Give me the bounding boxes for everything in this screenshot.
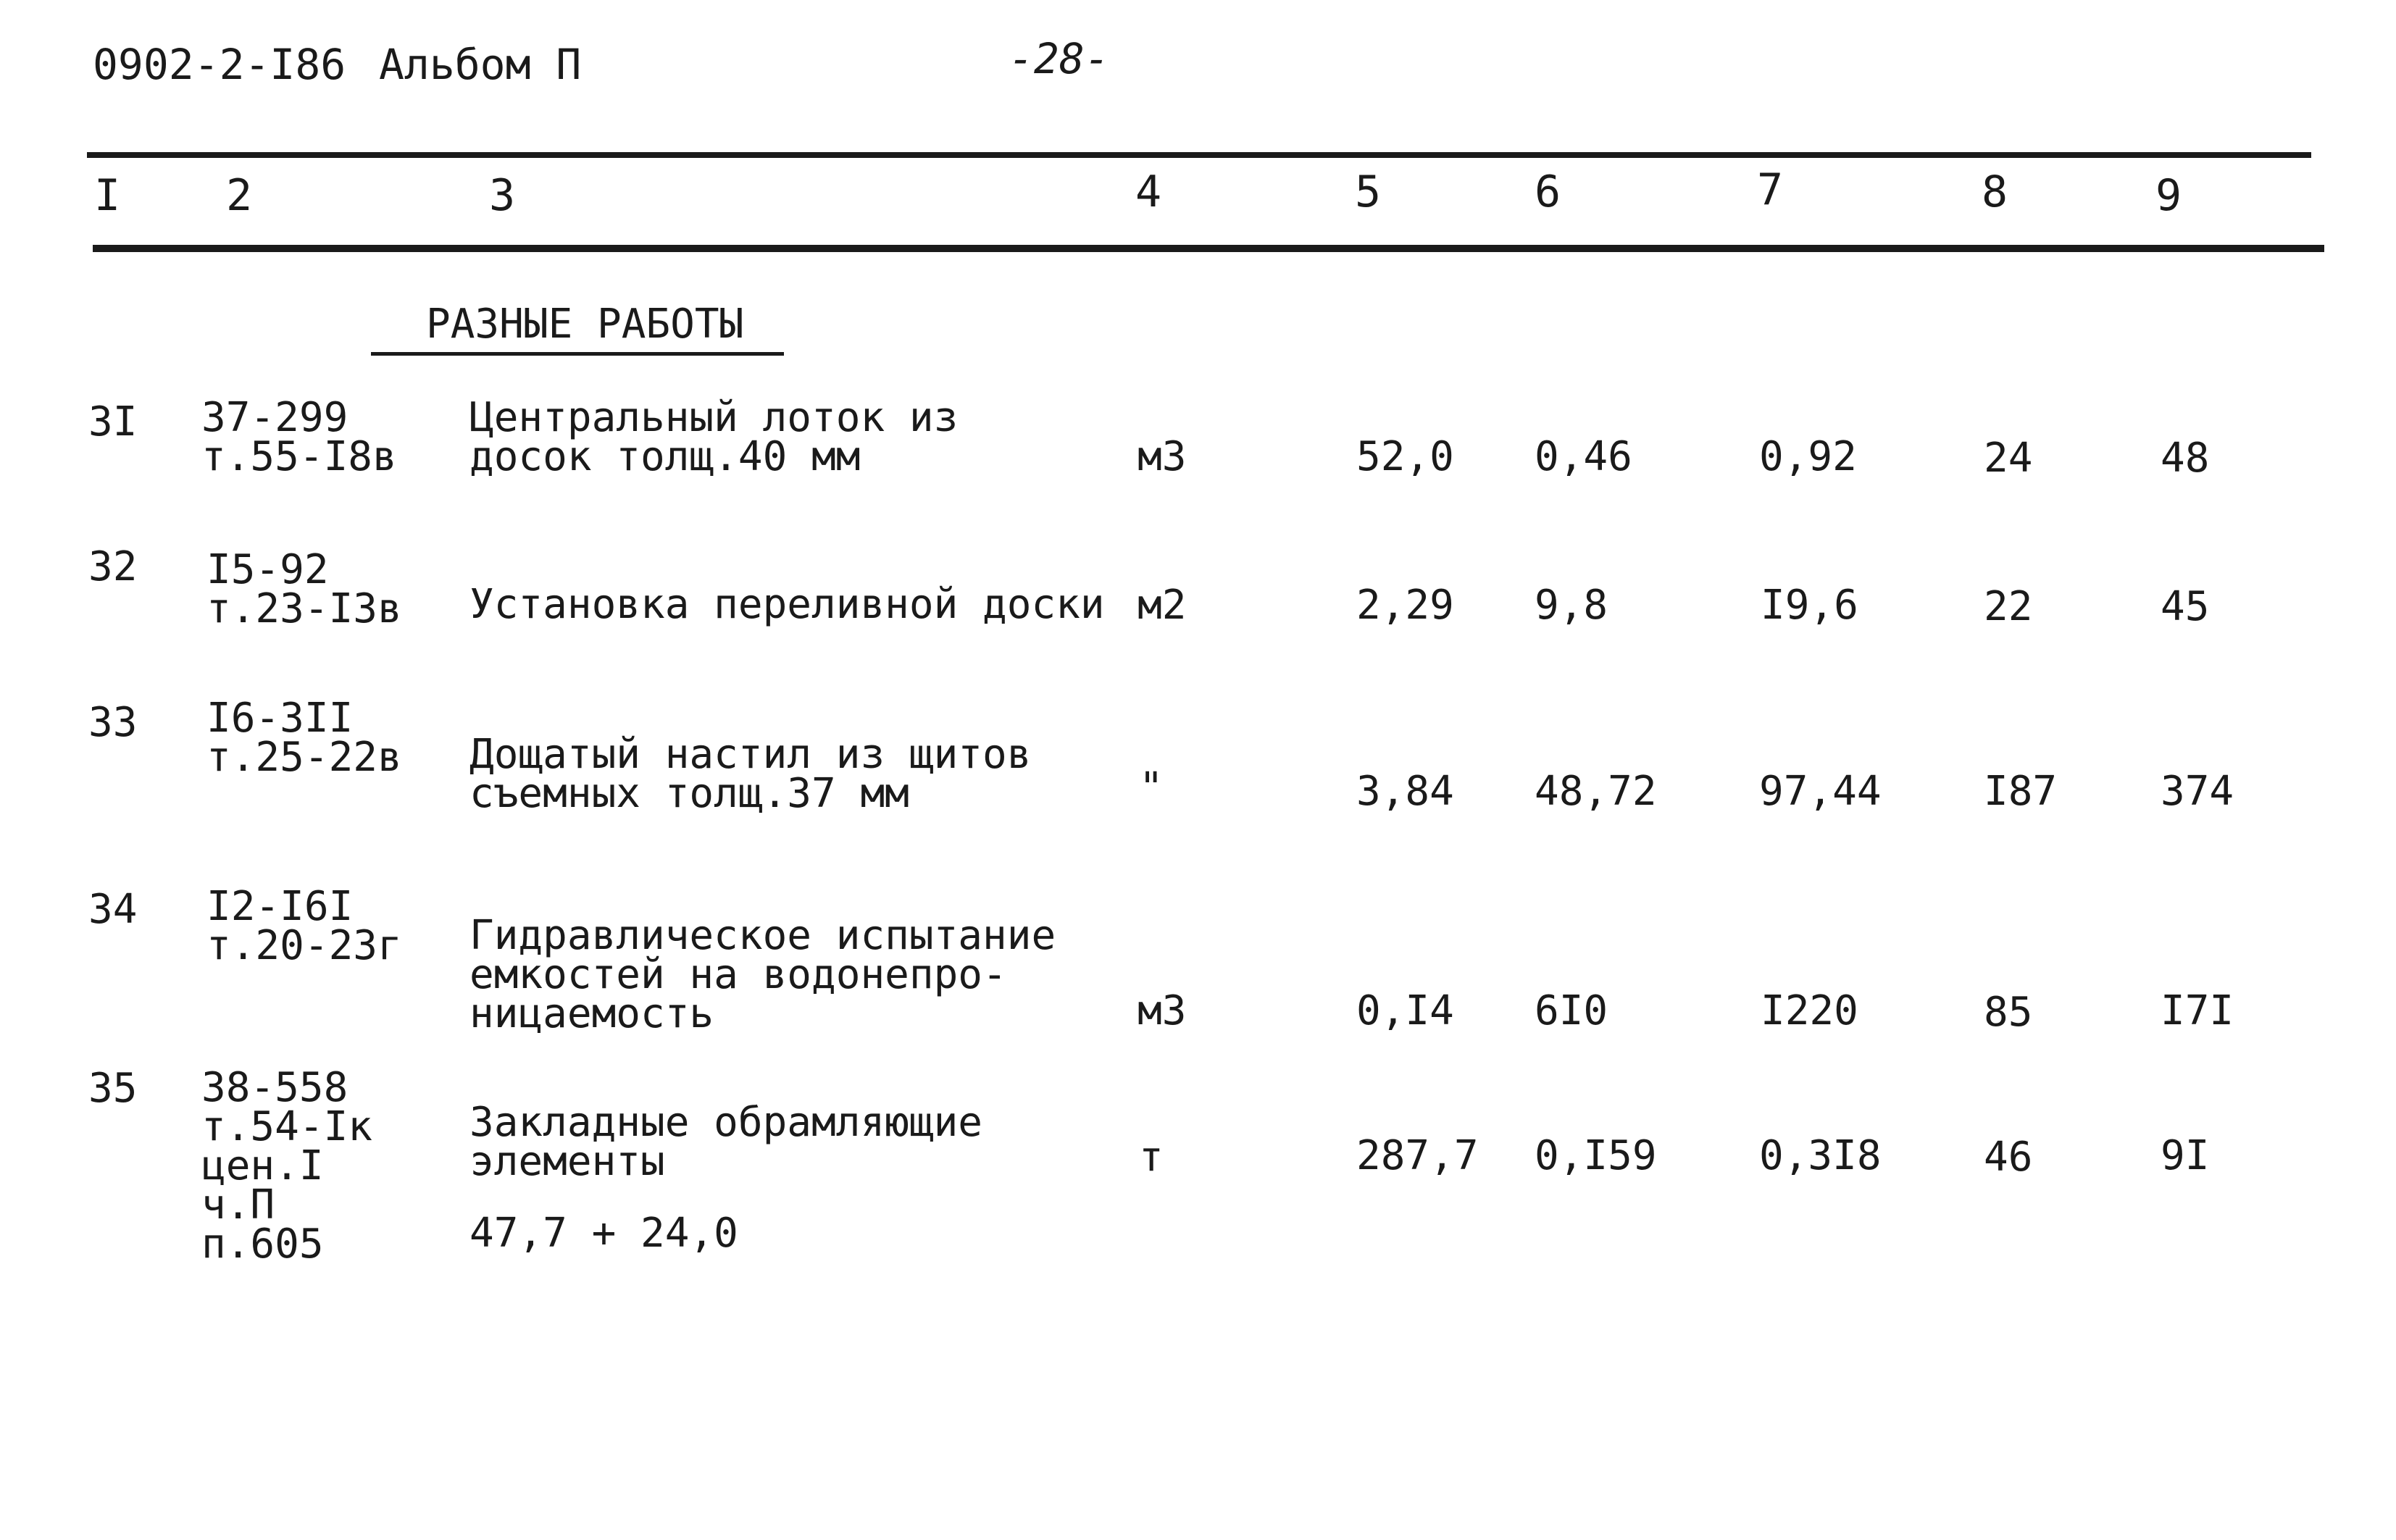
value-col6: 9,8 — [1535, 582, 1608, 629]
value-col8: 85 — [1984, 989, 2033, 1036]
row-number: 32 — [88, 543, 138, 590]
value-col9: 48 — [2161, 435, 2210, 482]
value-col8: 24 — [1984, 435, 2033, 482]
column-number-3: 3 — [489, 170, 516, 221]
document-code: 0902-2-I86 — [93, 40, 346, 89]
norm-code: 38-558 т.54-Iк цен.I ч.П п.605 — [201, 1064, 373, 1268]
value-col6: 0,46 — [1535, 433, 1632, 480]
column-number-5: 5 — [1355, 167, 1382, 217]
value-col8: 46 — [1984, 1134, 2033, 1181]
unit: м3 — [1138, 433, 1187, 480]
norm-code: I2-I6I т.20-23г — [206, 883, 402, 969]
norm-code: I5-92 т.23-I3в — [206, 546, 402, 632]
unit: т — [1139, 1134, 1164, 1181]
value-col7: 0,3I8 — [1759, 1132, 1882, 1179]
work-name: Дощатый настил из щитов съемных толщ.37 мм — [469, 731, 1032, 817]
value-col9: 9I — [2161, 1132, 2210, 1179]
row-number: 3I — [88, 398, 138, 445]
row-number: 34 — [88, 886, 138, 933]
value-col5: 2,29 — [1356, 582, 1454, 629]
value-col8: 22 — [1984, 583, 2033, 630]
column-number-8: 8 — [1982, 167, 2008, 217]
unit: м3 — [1138, 987, 1187, 1034]
column-number-4: 4 — [1135, 167, 1162, 217]
value-col7: I9,6 — [1761, 582, 1858, 629]
value-col5: 287,7 — [1356, 1132, 1479, 1179]
column-number-2: 2 — [226, 170, 253, 221]
work-name: Центральный лоток из досок толщ.40 мм — [469, 394, 959, 480]
value-col6: 0,I59 — [1535, 1132, 1657, 1179]
album-label: Альбом П — [379, 40, 582, 89]
row-number: 35 — [88, 1065, 138, 1112]
column-number-9: 9 — [2155, 170, 2182, 221]
value-col9: I7I — [2161, 987, 2234, 1034]
row-number: 33 — [88, 699, 138, 746]
norm-code: I6-3II т.25-22в — [206, 695, 402, 781]
value-col5: 3,84 — [1356, 768, 1454, 815]
value-col5: 52,0 — [1356, 433, 1454, 480]
unit: " — [1139, 764, 1164, 811]
table-header-bottom-rule — [93, 245, 2324, 252]
work-name: Закладные обрамляющие элементы — [469, 1099, 983, 1185]
value-col7: I220 — [1761, 987, 1858, 1034]
value-col7: 97,44 — [1759, 768, 1882, 815]
column-number-1: I — [94, 170, 121, 221]
work-name: Установка переливной доски — [469, 581, 1105, 628]
value-col5: 0,I4 — [1356, 987, 1454, 1034]
value-col9: 374 — [2161, 768, 2234, 815]
table-top-rule — [87, 152, 2311, 158]
value-col8: I87 — [1984, 768, 2058, 815]
value-col6: 6I0 — [1535, 987, 1608, 1034]
value-col6: 48,72 — [1535, 768, 1657, 815]
section-title: РАЗНЫЕ РАБОТЫ — [426, 301, 744, 348]
page-number: -28- — [1009, 34, 1110, 83]
norm-code: 37-299 т.55-I8в — [201, 394, 397, 480]
column-number-7: 7 — [1757, 164, 1784, 215]
section-title-underline — [371, 352, 784, 356]
value-col9: 45 — [2161, 583, 2210, 630]
unit: м2 — [1138, 582, 1187, 629]
work-name: Гидравлическое испытание емкостей на водонепро- ницаемость — [469, 912, 1056, 1037]
column-number-6: 6 — [1535, 167, 1561, 217]
value-col7: 0,92 — [1759, 433, 1857, 480]
calculation-note: 47,7 + 24,0 — [469, 1210, 738, 1257]
